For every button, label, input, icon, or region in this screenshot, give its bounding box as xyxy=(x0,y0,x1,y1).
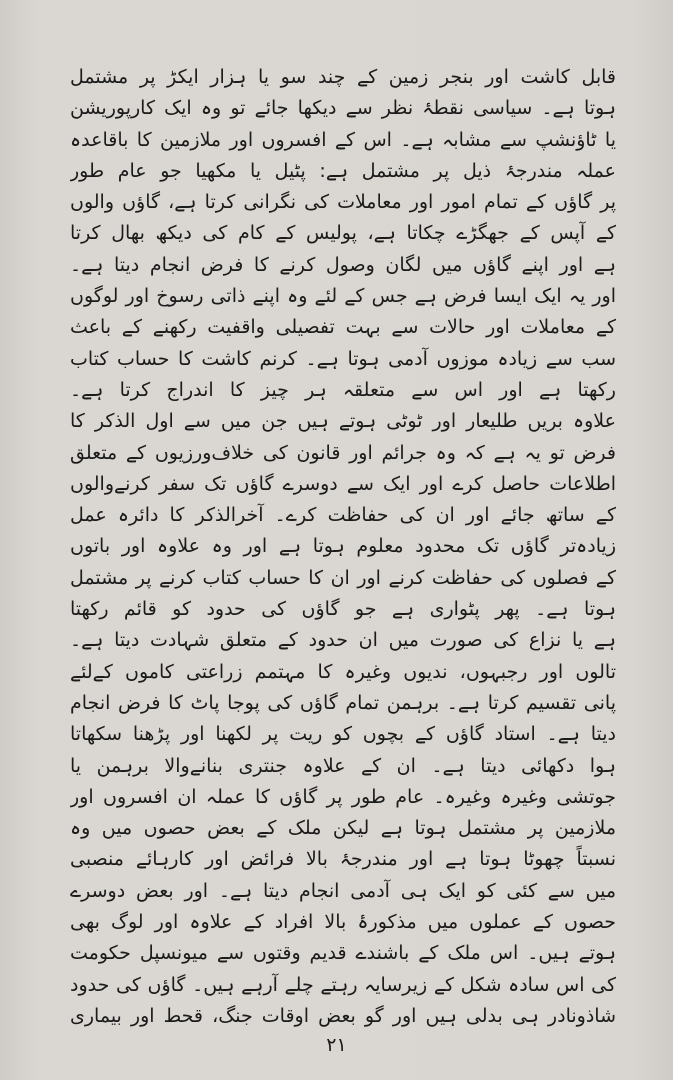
text-line: علاوہ بریں طلیعار اور ٹوٹی ہوتے ہیں جن میں سے اول الذکر کا xyxy=(70,410,616,433)
text-line: حصوں کے عملوں میں مذکورۂ بالا افراد کے علاوہ اور لوگ بھی xyxy=(70,911,616,934)
text-line: رکھتا ہے اور اس سے متعلقہ ہر چیز کا اندراج کرتا ہے۔ xyxy=(70,378,616,401)
text-line: عملہ مندرجۂ ذیل پر مشتمل ہے: پٹیل یا مکھیا جو عام طور xyxy=(70,159,616,182)
text-line: کے آپس کے جھگڑے چکاتا ہے، پولیس کے کام کی دیکھ بھال کرتا xyxy=(70,222,616,245)
text-line: ہوتا ہے۔ پھر پٹواری ہے جو گاؤں کی حدود کو قائم رکھتا xyxy=(70,598,616,621)
text-line: ملازمین پر مشتمل ہوتا ہے لیکن ملک کے بعض حصوں میں وہ xyxy=(70,817,616,840)
text-line: زیادہ‌تر گاؤں تک محدود معلوم ہوتا ہے اور وہ علاوہ اور باتوں xyxy=(70,535,616,558)
text-line: شاذونادر ہی بدلی ہیں اور گو بعض اوقات جنگ، قحط اور بیماری xyxy=(70,1004,616,1027)
text-line: تالوں اور رجبہوں، ندیوں وغیرہ کا مہتمم زراعتی کاموں کےلئے xyxy=(70,660,616,683)
text-line: ہے یا نزاع کی صورت میں ان حدود کے متعلق شہادت دیتا ہے۔ xyxy=(70,629,616,652)
text-line: ہوتا ہے۔ سیاسی نقطۂ نظر سے دیکھا جائے تو وہ ایک کارپوریشن xyxy=(70,97,616,120)
text-line: ہوا دکھائی دیتا ہے۔ ان کے علاوہ جنتری بنانےوالا برہمن یا xyxy=(70,754,616,777)
text-line: کے فصلوں کی حفاظت کرنے اور ان کا حساب کتاب کرنے پر مشتمل xyxy=(70,566,616,589)
text-line: دیتا ہے۔ استاد گاؤں کے بچوں کو ریت پر لکھنا اور پڑھنا سکھاتا xyxy=(70,723,616,746)
body-text xyxy=(70,62,616,1032)
text-line: سب سے زیادہ موزوں آدمی ہوتا ہے۔ کرنم کاشت کا حساب کتاب xyxy=(70,347,616,370)
text-line: ہوتے ہیں۔ اس ملک کے باشندے قدیم وقتوں سے میونسپل حکومت xyxy=(70,942,616,965)
text-line: کے معاملات اور حالات سے بہت تفصیلی واقفیت رکھنے کے باعث xyxy=(70,316,616,339)
text-line: پانی تقسیم کرتا ہے۔ برہمن تمام گاؤں کی پوجا پاٹ کا فرض انجام xyxy=(70,691,616,714)
page-number: ۲۱ xyxy=(326,1034,347,1056)
text-line: جوتشی وغیرہ وغیرہ۔ عام طور پر گاؤں کا عملہ ان افسروں اور xyxy=(70,785,616,808)
text-line: نسبتاً چھوٹا ہوتا ہے اور مندرجۂ بالا فرائض اور کارہائے منصبی xyxy=(70,848,616,871)
text-line: اطلاعات حاصل کرے اور ایک سے دوسرے گاؤں تک سفر کرنےوالوں xyxy=(70,472,616,495)
text-line: یا ٹاؤنشپ سے مشابہ ہے۔ اس کے افسروں اور ملازمین کا باقاعدہ xyxy=(70,128,616,151)
text-line: اور یہ ایک ایسا فرض ہے جس کے لئے وہ اپنے ذاتی رسوخ اور لوگوں xyxy=(70,285,616,308)
text-line: کے ساتھ جائے اور ان کی حفاظت کرے۔ آخرالذکر کا دائرہ عمل xyxy=(70,504,616,527)
text-line: میں سے کئی کو ایک ہی آدمی انجام دیتا ہے۔ اور بعض دوسرے xyxy=(70,879,616,902)
text-line: کی اس سادہ شکل کے زیرسایہ رہتے چلے آرہے ہیں۔ گاؤں کی حدود xyxy=(70,973,616,996)
text-line: ہے اور اپنے گاؤں میں لگان وصول کرنے کا فرض انجام دیتا ہے۔ xyxy=(70,253,616,276)
text-line: فرض تو یہ ہے کہ وہ جرائم اور قانون کی خلاف‌ورزیوں کے متعلق xyxy=(70,441,616,464)
text-line: قابل کاشت اور بنجر زمین کے چند سو یا ہزار ایکڑ پر مشتمل xyxy=(70,66,616,88)
text-line: پر گاؤں کے تمام امور اور معاملات کی نگرانی کرتا ہے، گاؤں والوں xyxy=(70,191,616,214)
